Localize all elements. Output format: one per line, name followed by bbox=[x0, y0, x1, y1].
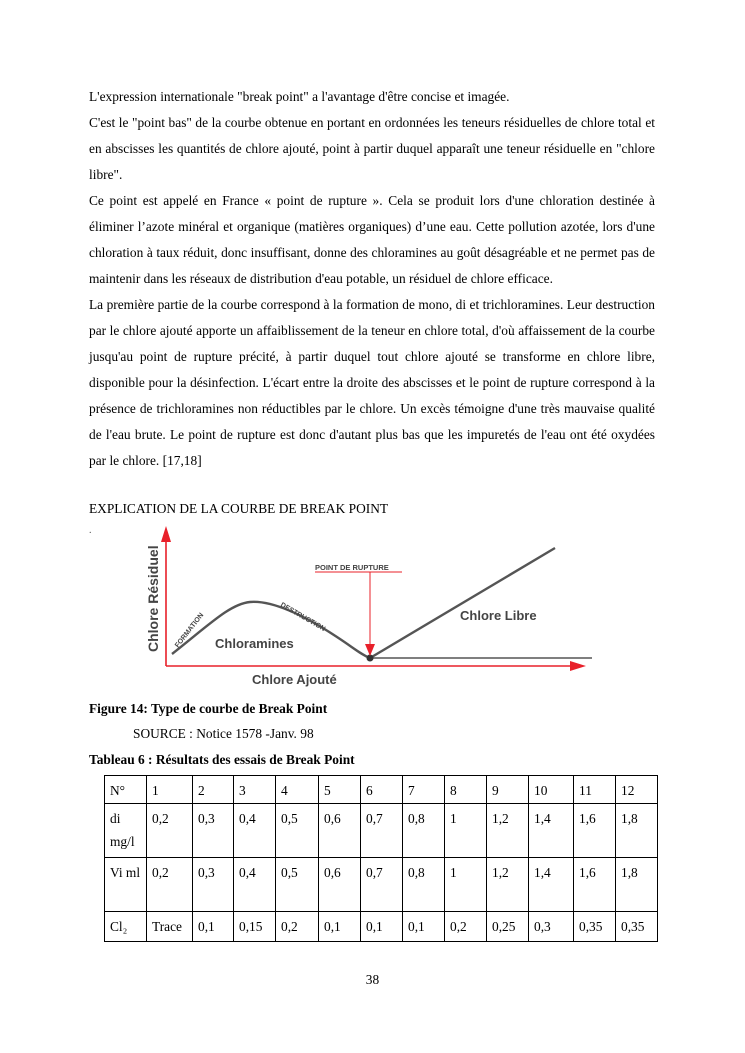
table-cell: 1,2 bbox=[487, 804, 529, 858]
table-cell: 0,4 bbox=[234, 804, 276, 858]
paragraph: L'expression internationale "break point" a l'avantage d'être concise et imagée. bbox=[89, 89, 510, 104]
page-number: 38 bbox=[365, 972, 380, 987]
pointer-arrow-icon bbox=[365, 644, 375, 656]
table-cell: 10 bbox=[529, 776, 574, 804]
table-cell: 11 bbox=[574, 776, 616, 804]
table-row bbox=[105, 858, 658, 912]
table-cell: 6 bbox=[361, 776, 403, 804]
formation-label: FORMATION bbox=[174, 611, 206, 650]
row-header-cell: Vi ml bbox=[105, 858, 147, 912]
table-cell: 0,2 bbox=[445, 912, 487, 942]
body-text bbox=[89, 84, 655, 474]
table-cell: 0,5 bbox=[276, 804, 319, 858]
table-cell: 1,2 bbox=[487, 858, 529, 912]
table-cell: 0,15 bbox=[234, 912, 276, 942]
row-header-cell: N° bbox=[105, 776, 147, 804]
table-cell: 1 bbox=[445, 804, 487, 858]
paragraph: C'est le "point bas" de la courbe obtenue en portant en ordonnées les teneurs résiduelles de chlore total et en abscisses les quantités de chlore ajouté, point à partir duquel apparaît une teneur résiduelle en "chlore libre". bbox=[89, 115, 655, 182]
paragraph: Ce point est appelé en France « point de rupture ». Cela se produit lors d'une chloration destinée à éliminer l’azote minéral et organique (matières organiques) d’une eau. Cette pollution azotée, lors d'une chloration à taux réduit, donc insuffisant, donne des chloramines au goût désagréable et ne permet pas de maintenir dans les réseaux de distribution d'eau potable, un résiduel de chlore efficace. bbox=[89, 193, 655, 286]
table-cell: 0,7 bbox=[361, 804, 403, 858]
table-cell: 3 bbox=[234, 776, 276, 804]
table-cell: 0,3 bbox=[193, 858, 234, 912]
table-cell: 0,1 bbox=[319, 912, 361, 942]
table-cell: 2 bbox=[193, 776, 234, 804]
section-heading: EXPLICATION DE LA COURBE DE BREAK POINT bbox=[89, 501, 389, 516]
table-cell: 0,1 bbox=[361, 912, 403, 942]
table-cell: 1,8 bbox=[616, 804, 658, 858]
table-cell: Trace bbox=[147, 912, 193, 942]
x-axis-label: Chlore Ajouté bbox=[252, 672, 337, 687]
chlore-libre-label: Chlore Libre bbox=[460, 608, 537, 623]
table-cell: 0,6 bbox=[319, 804, 361, 858]
table-cell: 0,2 bbox=[147, 858, 193, 912]
table-cell: 0,1 bbox=[403, 912, 445, 942]
results-table bbox=[104, 775, 658, 942]
table-cell: 9 bbox=[487, 776, 529, 804]
table-cell: 4 bbox=[276, 776, 319, 804]
table-cell: 8 bbox=[445, 776, 487, 804]
source-line: SOURCE : Notice 1578 -Janv. 98 bbox=[133, 726, 314, 741]
table-cell: 1,4 bbox=[529, 804, 574, 858]
break-point-diagram bbox=[140, 524, 600, 694]
table-caption: Tableau 6 : Résultats des essais de Break Point bbox=[89, 752, 355, 767]
chloramines-label: Chloramines bbox=[215, 636, 294, 651]
table-row bbox=[105, 804, 658, 858]
paragraph: La première partie de la courbe correspond à la formation de mono, di et trichloramines. Leur destruction par le chlore ajouté apporte un affaiblissement de la teneur en chlore total, d'où affaissement de la courbe jusqu'au point de rupture précité, à partir duquel tout chlore ajouté se transforme en chlore libre, disponible pour la désinfection. L'écart entre la droite des abscisses et le point de rupture correspond à la présence de trichloramines non réductibles par le chlore. Un excès témoigne d'une très mauvaise qualité de l'eau brute. Le point de rupture est donc d'autant plus bas que les impuretés de l'eau ont été oxydées par le chlore. [17,18] bbox=[89, 297, 655, 468]
table-cell: 0,3 bbox=[193, 804, 234, 858]
y-axis-arrow-icon bbox=[161, 526, 171, 542]
table-cell: 0,25 bbox=[487, 912, 529, 942]
row-header-cell: di mg/l bbox=[105, 804, 147, 858]
table-cell: 1,6 bbox=[574, 858, 616, 912]
table-cell: 1 bbox=[147, 776, 193, 804]
figure-caption: Figure 14: Type de courbe de Break Point bbox=[89, 701, 328, 716]
table-cell: 5 bbox=[319, 776, 361, 804]
table-cell: 1,8 bbox=[616, 858, 658, 912]
table-cell: 0,1 bbox=[193, 912, 234, 942]
table-cell: 0,5 bbox=[276, 858, 319, 912]
table-cell: 0,8 bbox=[403, 804, 445, 858]
table-cell: 0,2 bbox=[147, 804, 193, 858]
table-cell: 0,4 bbox=[234, 858, 276, 912]
table-row bbox=[105, 912, 658, 942]
table-cell: 12 bbox=[616, 776, 658, 804]
table-cell: 0,6 bbox=[319, 858, 361, 912]
stray-mark: . bbox=[89, 525, 92, 536]
table-cell: 0,8 bbox=[403, 858, 445, 912]
row-header-cell: Cl₂ bbox=[105, 912, 147, 942]
table-cell: 0,2 bbox=[276, 912, 319, 942]
y-axis-label: Chlore Résiduel bbox=[145, 545, 161, 652]
table-cell: 0,35 bbox=[616, 912, 658, 942]
table-cell: 0,35 bbox=[574, 912, 616, 942]
table-cell: 7 bbox=[403, 776, 445, 804]
destruction-label: DESTRUCTION bbox=[279, 601, 327, 634]
table-row bbox=[105, 776, 658, 804]
table-cell: 1 bbox=[445, 858, 487, 912]
x-axis-arrow-icon bbox=[570, 661, 586, 671]
table-cell: 0,3 bbox=[529, 912, 574, 942]
table-cell: 0,7 bbox=[361, 858, 403, 912]
table-cell: 1,4 bbox=[529, 858, 574, 912]
point-rupture-label: POINT DE RUPTURE bbox=[315, 563, 389, 572]
table-cell: 1,6 bbox=[574, 804, 616, 858]
